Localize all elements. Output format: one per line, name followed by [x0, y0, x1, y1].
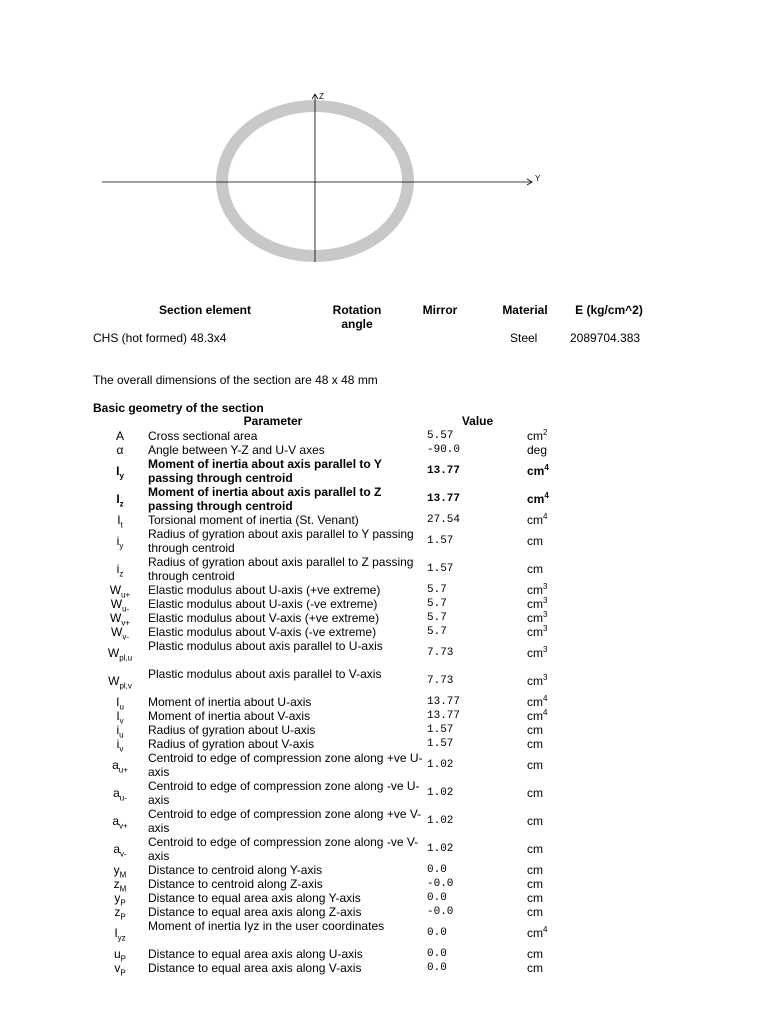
- param-description: Moment of inertia Iyz in the user coordinates: [148, 919, 385, 933]
- param-unit-text: cm: [527, 877, 543, 891]
- param-unit: [527, 877, 543, 891]
- param-description: Plastic modulus about axis parallel to V-axis: [148, 667, 382, 681]
- geometry-row: [0, 624, 768, 642]
- param-symbol-main: z: [114, 905, 121, 919]
- geometry-row: [0, 443, 768, 457]
- param-unit-exponent: 3: [543, 582, 548, 591]
- param-symbol-subscript: u: [119, 702, 124, 712]
- param-value: 13.77: [427, 710, 461, 722]
- param-symbol: [100, 597, 140, 614]
- param-value: 1.57: [427, 724, 454, 736]
- param-description: Cross sectional area: [148, 429, 258, 443]
- header-e-modulus: E (kg/cm^2): [575, 303, 643, 317]
- geometry-col-value: Value: [461, 414, 494, 428]
- param-unit-text: cm: [527, 429, 543, 443]
- param-value: 1.57: [427, 738, 454, 750]
- param-unit-text: cm: [527, 611, 543, 625]
- param-symbol: [100, 709, 140, 726]
- param-unit-text: deg: [527, 443, 548, 457]
- param-symbol-subscript: u+: [118, 765, 128, 775]
- param-description: Radius of gyration about V-axis: [148, 737, 315, 751]
- geometry-row: [0, 919, 768, 947]
- param-symbol-main: i: [116, 737, 120, 751]
- param-value: 5.57: [427, 430, 454, 442]
- geometry-row: [0, 667, 768, 695]
- param-symbol-main: i: [116, 562, 120, 576]
- param-symbol: [100, 562, 140, 579]
- param-value: 0.0: [427, 892, 447, 904]
- param-symbol-main: W: [109, 583, 122, 597]
- param-value: 1.57: [427, 535, 454, 547]
- param-value: 1.02: [427, 787, 454, 799]
- param-symbol-main: W: [110, 597, 123, 611]
- param-unit: [527, 443, 547, 457]
- param-value: 13.77: [427, 493, 461, 505]
- param-value: 1.02: [427, 815, 454, 827]
- param-symbol: [100, 891, 140, 908]
- geometry-row: [0, 457, 768, 485]
- param-symbol: [100, 786, 140, 803]
- geometry-row: [0, 694, 768, 712]
- param-symbol-subscript: v: [119, 716, 124, 726]
- param-unit: [527, 674, 547, 688]
- param-unit: [527, 961, 543, 975]
- param-symbol-main: α: [116, 443, 124, 457]
- param-symbol-subscript: pl,v: [119, 681, 132, 691]
- param-description: Radius of gyration about U-axis: [148, 723, 316, 737]
- param-value: 5.7: [427, 612, 447, 624]
- param-description: Centroid to edge of compression zone along +ve V-axis: [148, 807, 422, 835]
- param-symbol-subscript: P: [120, 898, 126, 908]
- param-unit-text: cm: [527, 562, 543, 576]
- param-unit-text: cm: [527, 926, 543, 940]
- param-unit: [527, 611, 547, 625]
- row-e-modulus: 2089704.383: [570, 331, 641, 345]
- param-symbol-main: a: [112, 814, 119, 828]
- param-symbol: [100, 723, 140, 740]
- param-symbol: [100, 842, 140, 859]
- param-unit: [527, 695, 547, 709]
- geometry-row: [0, 555, 768, 583]
- geometry-row: [0, 807, 768, 835]
- param-unit-exponent: 3: [543, 673, 548, 682]
- param-unit-text: cm: [527, 863, 543, 877]
- param-symbol-main: I: [116, 492, 120, 506]
- param-symbol-subscript: u: [119, 730, 124, 740]
- param-unit-exponent: 4: [544, 463, 549, 472]
- param-description: Torsional moment of inertia (St. Venant): [148, 513, 359, 527]
- param-symbol: [100, 758, 140, 775]
- param-symbol-subscript: y: [119, 471, 124, 481]
- row-material: Steel: [510, 331, 538, 345]
- param-description: Elastic modulus about V-axis (+ve extreme): [148, 611, 380, 625]
- param-unit-text: cm: [527, 961, 543, 975]
- param-value: -0.0: [427, 878, 454, 890]
- param-unit: [527, 583, 547, 597]
- param-symbol-subscript: P: [120, 968, 126, 978]
- param-symbol-main: A: [115, 429, 124, 443]
- param-unit-text: cm: [527, 492, 545, 506]
- param-value: 27.54: [427, 514, 461, 526]
- param-value: 5.7: [427, 584, 447, 596]
- geometry-row: [0, 582, 768, 600]
- geometry-row: [0, 961, 768, 978]
- geometry-row: [0, 723, 768, 740]
- geometry-row: [0, 947, 768, 964]
- geometry-row: [0, 527, 768, 555]
- param-unit-text: cm: [527, 597, 543, 611]
- geometry-title: Basic geometry of the section: [93, 401, 264, 415]
- geometry-row: [0, 639, 768, 667]
- param-description: Moment of inertia about axis parallel to Z passing through centroid: [148, 485, 382, 513]
- param-unit-text: cm: [527, 695, 543, 709]
- param-symbol-main: y: [113, 863, 120, 877]
- param-symbol-main: i: [116, 723, 120, 737]
- param-symbol: [100, 737, 140, 754]
- geometry-row: [0, 485, 768, 513]
- param-unit: [527, 513, 547, 527]
- param-symbol-main: W: [108, 674, 120, 688]
- geometry-row: [0, 737, 768, 754]
- param-symbol-main: I: [117, 513, 121, 527]
- param-unit-exponent: 3: [543, 645, 548, 654]
- param-unit: [527, 814, 543, 828]
- geometry-row: [0, 905, 768, 922]
- header-rotation-angle: [322, 303, 392, 331]
- param-symbol: [100, 611, 140, 628]
- geometry-row: [0, 863, 768, 880]
- param-description: Elastic modulus about V-axis (-ve extreme): [148, 625, 377, 639]
- param-symbol-main: I: [116, 695, 120, 709]
- geometry-row: [0, 877, 768, 894]
- param-unit-exponent: 4: [543, 512, 548, 521]
- param-description: Centroid to edge of compression zone along -ve U-axis: [148, 779, 420, 807]
- param-unit-text: cm: [527, 709, 543, 723]
- param-description: Radius of gyration about axis parallel to Y passing through centroid: [148, 527, 414, 555]
- param-symbol-main: W: [111, 625, 123, 639]
- param-symbol: [100, 926, 140, 943]
- param-symbol: [100, 534, 140, 551]
- param-unit: [527, 758, 543, 772]
- param-symbol-subscript: v: [119, 744, 124, 754]
- param-symbol-subscript: u+: [121, 590, 131, 600]
- param-description: Distance to centroid along Z-axis: [148, 877, 323, 891]
- param-unit: [527, 625, 547, 639]
- param-value: 0.0: [427, 948, 447, 960]
- param-symbol-subscript: M: [119, 870, 127, 880]
- param-unit: [527, 429, 547, 443]
- param-symbol-subscript: u-: [119, 793, 127, 803]
- header-section-element: Section element: [158, 303, 252, 317]
- param-unit: [527, 597, 547, 611]
- param-symbol-subscript: yz: [117, 933, 126, 943]
- param-unit: [527, 464, 549, 478]
- param-value: 5.7: [427, 598, 447, 610]
- param-unit-text: cm: [527, 947, 543, 961]
- geometry-row: [0, 891, 768, 908]
- param-value: 1.02: [427, 843, 454, 855]
- param-symbol-subscript: M: [119, 884, 127, 894]
- param-symbol-main: a: [113, 842, 120, 856]
- param-unit-text: cm: [527, 723, 543, 737]
- geometry-row: [0, 596, 768, 614]
- param-symbol: [100, 583, 140, 600]
- param-symbol: [100, 877, 140, 894]
- param-symbol: [100, 464, 140, 481]
- param-description: Elastic modulus about U-axis (-ve extreme): [148, 597, 378, 611]
- param-value: 0.0: [427, 864, 447, 876]
- param-symbol: [100, 961, 140, 978]
- param-unit-text: cm: [527, 842, 543, 856]
- param-description: Distance to equal area axis along Z-axis: [148, 905, 362, 919]
- param-symbol-subscript: P: [120, 954, 127, 964]
- param-symbol-main: a: [112, 758, 119, 772]
- param-description: Distance to equal area axis along U-axis: [148, 947, 363, 961]
- param-unit-text: cm: [527, 534, 543, 548]
- param-unit-exponent: 3: [543, 624, 548, 633]
- param-description: Distance to equal area axis along Y-axis: [148, 891, 361, 905]
- param-unit-exponent: 3: [543, 610, 548, 619]
- param-value: 5.7: [427, 626, 447, 638]
- param-symbol-main: W: [110, 611, 122, 625]
- param-symbol-main: I: [116, 464, 120, 478]
- header-mirror: Mirror: [422, 303, 458, 317]
- param-value: 13.77: [427, 465, 461, 477]
- geometry-row: [0, 512, 768, 530]
- header-rotation-line1: Rotation: [332, 303, 382, 317]
- param-value: -90.0: [427, 444, 461, 456]
- param-symbol-subscript: v+: [121, 618, 130, 628]
- param-value: 1.02: [427, 759, 454, 771]
- geometry-row: [0, 610, 768, 628]
- param-symbol-main: z: [113, 877, 120, 891]
- geometry-row: [0, 835, 768, 863]
- param-symbol-main: v: [114, 961, 121, 975]
- geometry-row: [0, 751, 768, 779]
- param-unit-text: cm: [527, 674, 543, 688]
- param-symbol-subscript: t: [120, 520, 123, 530]
- param-unit-text: cm: [527, 891, 543, 905]
- param-value: 0.0: [427, 962, 447, 974]
- param-symbol-subscript: y: [119, 541, 124, 551]
- param-unit-text: cm: [527, 646, 543, 660]
- param-symbol: [100, 492, 140, 509]
- param-symbol-subscript: pl,u: [119, 653, 133, 663]
- param-unit-text: cm: [527, 513, 543, 527]
- param-symbol: [100, 863, 140, 880]
- param-symbol: [100, 625, 140, 642]
- param-value: 7.73: [427, 675, 454, 687]
- geometry-row: [0, 429, 768, 443]
- param-symbol-subscript: z: [119, 569, 124, 579]
- z-axis-label: Z: [319, 92, 324, 101]
- param-symbol: [100, 646, 140, 663]
- param-symbol-main: I: [114, 926, 118, 940]
- param-symbol: [100, 695, 140, 712]
- param-description: Moment of inertia about U-axis: [148, 695, 312, 709]
- param-unit: [527, 863, 543, 877]
- param-symbol: [100, 513, 140, 530]
- geometry-row: [0, 708, 768, 726]
- param-unit: [527, 926, 547, 940]
- param-value: 0.0: [427, 927, 447, 939]
- param-symbol-main: i: [116, 534, 120, 548]
- param-unit-text: cm: [527, 737, 543, 751]
- param-unit: [527, 562, 543, 576]
- param-unit-text: cm: [527, 905, 543, 919]
- y-axis-label: Y: [535, 174, 541, 183]
- header-rotation-line2: angle: [341, 317, 373, 331]
- overall-dimensions-text: The overall dimensions of the section are 48 x 48 mm: [93, 373, 378, 387]
- param-symbol: [100, 674, 140, 691]
- param-value: 7.73: [427, 647, 454, 659]
- param-symbol-subscript: v-: [122, 632, 129, 642]
- param-value: -0.0: [427, 906, 454, 918]
- param-unit: [527, 947, 543, 961]
- param-symbol-subscript: v-: [120, 849, 127, 859]
- param-description: Distance to centroid along Y-axis: [148, 863, 323, 877]
- param-unit-text: cm: [527, 758, 543, 772]
- param-description: Centroid to edge of compression zone along +ve U-axis: [148, 751, 423, 779]
- param-value: 13.77: [427, 696, 461, 708]
- row-section-element: CHS (hot formed) 48.3x4: [93, 331, 227, 345]
- param-symbol-subscript: u-: [122, 604, 130, 614]
- param-unit: [527, 737, 543, 751]
- param-symbol: [100, 814, 140, 831]
- param-unit-text: cm: [527, 814, 543, 828]
- param-unit-text: cm: [527, 625, 543, 639]
- param-unit: [527, 646, 547, 660]
- param-description: Moment of inertia about V-axis: [148, 709, 311, 723]
- param-unit-text: cm: [527, 786, 543, 800]
- param-description: Distance to equal area axis along V-axis: [148, 961, 362, 975]
- param-unit: [527, 723, 543, 737]
- param-unit: [527, 905, 543, 919]
- param-symbol-subscript: v+: [119, 821, 128, 831]
- param-symbol: [100, 443, 140, 457]
- param-unit-text: cm: [527, 464, 545, 478]
- param-symbol-main: W: [107, 646, 120, 660]
- param-description: Elastic modulus about U-axis (+ve extreme): [148, 583, 381, 597]
- param-description: Radius of gyration about axis parallel to Z passing through centroid: [148, 555, 414, 583]
- param-unit: [527, 842, 543, 856]
- param-unit-exponent: 4: [543, 925, 548, 934]
- param-unit-text: cm: [527, 583, 543, 597]
- section-diagram: [0, 0, 768, 300]
- param-symbol: [100, 947, 140, 964]
- param-symbol: [100, 429, 140, 443]
- param-description: Moment of inertia about axis parallel to Y passing through centroid: [148, 457, 382, 485]
- param-description: Centroid to edge of compression zone along -ve V-axis: [148, 835, 419, 863]
- param-unit-exponent: 4: [543, 694, 548, 703]
- header-material: Material: [502, 303, 548, 317]
- param-symbol: [100, 905, 140, 922]
- param-unit-exponent: 2: [543, 428, 548, 437]
- geometry-row: [0, 779, 768, 807]
- param-symbol-main: y: [114, 891, 121, 905]
- geometry-col-parameter: Parameter: [243, 414, 303, 428]
- param-value: 1.57: [427, 563, 454, 575]
- param-symbol-main: I: [116, 709, 120, 723]
- param-unit-exponent: 4: [543, 708, 548, 717]
- param-unit: [527, 786, 543, 800]
- param-unit-exponent: 3: [543, 596, 548, 605]
- param-unit: [527, 534, 543, 548]
- param-symbol-main: u: [113, 947, 121, 961]
- param-unit: [527, 709, 547, 723]
- param-description: Angle between Y-Z and U-V axes: [148, 443, 325, 457]
- param-symbol-subscript: z: [119, 499, 124, 509]
- param-symbol-subscript: P: [120, 912, 126, 922]
- param-symbol-main: a: [113, 786, 120, 800]
- param-unit: [527, 891, 543, 905]
- param-description: Plastic modulus about axis parallel to U-axis: [148, 639, 383, 653]
- param-unit-exponent: 4: [544, 491, 549, 500]
- param-unit: [527, 492, 549, 506]
